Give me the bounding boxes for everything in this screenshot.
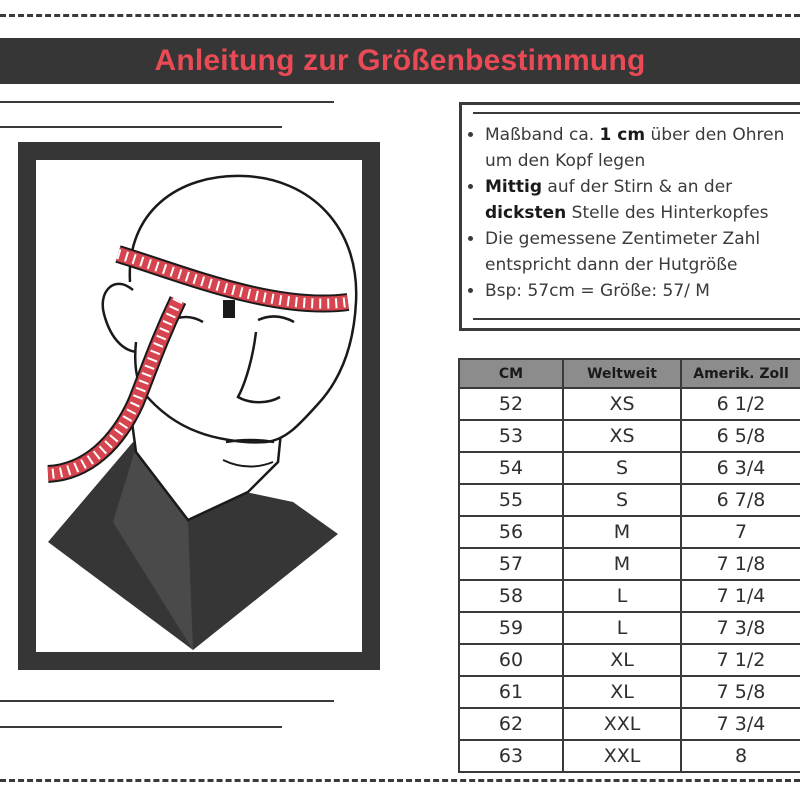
cell-cm: 62: [459, 708, 563, 740]
cell-cm: 56: [459, 516, 563, 548]
head-with-tape-icon: [18, 142, 380, 670]
table-row: [459, 644, 800, 676]
cell-zoll: 7 3/4: [681, 708, 800, 740]
head-measurement-illustration: [18, 142, 380, 670]
instruction-item: • Die gemessene Zentimeter Zahl entspricht dann der Hutgröße: [485, 226, 800, 278]
table-row: [459, 452, 800, 484]
decor-line: [0, 101, 334, 103]
instructions-bottom-rule-thin: [473, 318, 800, 320]
cell-weltweit: XL: [563, 676, 681, 708]
cell-zoll: 7 1/8: [681, 548, 800, 580]
instructions-top-rule-thin: [473, 112, 800, 114]
column-header-amerik-zoll: Amerik. Zoll: [681, 359, 800, 388]
cell-weltweit: XXL: [563, 740, 681, 772]
cell-cm: 58: [459, 580, 563, 612]
cell-weltweit: S: [563, 452, 681, 484]
instruction-list: [467, 122, 800, 304]
table-row: [459, 612, 800, 644]
cell-zoll: 6 1/2: [681, 388, 800, 420]
cell-cm: 57: [459, 548, 563, 580]
cell-zoll: 7 3/8: [681, 612, 800, 644]
cell-cm: 61: [459, 676, 563, 708]
cell-cm: 52: [459, 388, 563, 420]
cell-zoll: 7 5/8: [681, 676, 800, 708]
decor-line: [0, 126, 282, 128]
title-bar: [0, 38, 800, 84]
cell-weltweit: M: [563, 516, 681, 548]
decor-line: [0, 726, 282, 728]
instructions-bottom-rule: [459, 328, 800, 331]
cell-weltweit: XXL: [563, 708, 681, 740]
cell-zoll: 6 3/4: [681, 452, 800, 484]
cell-zoll: 7: [681, 516, 800, 548]
cell-zoll: 7 1/4: [681, 580, 800, 612]
table-row: [459, 516, 800, 548]
column-header-cm: CM: [459, 359, 563, 388]
cell-zoll: 6 7/8: [681, 484, 800, 516]
table-row: [459, 676, 800, 708]
table-row: [459, 740, 800, 772]
cell-cm: 59: [459, 612, 563, 644]
cell-cm: 63: [459, 740, 563, 772]
cell-zoll: 8: [681, 740, 800, 772]
decor-line: [0, 700, 334, 702]
cell-weltweit: L: [563, 580, 681, 612]
size-table: [458, 358, 800, 773]
cell-weltweit: M: [563, 548, 681, 580]
table-row: [459, 388, 800, 420]
instructions-top-rule: [459, 102, 800, 105]
bottom-dashed-divider: [0, 779, 800, 782]
cell-weltweit: XL: [563, 644, 681, 676]
instruction-item: • Mittig auf der Stirn & an der dicksten Stelle des Hinterkopfes: [485, 174, 800, 226]
cell-cm: 60: [459, 644, 563, 676]
instructions-side-bar: [459, 102, 462, 330]
table-row: [459, 548, 800, 580]
table-row: [459, 708, 800, 740]
table-row: [459, 420, 800, 452]
instruction-item: • Bsp: 57cm = Größe: 57/ M: [485, 278, 800, 304]
cell-cm: 53: [459, 420, 563, 452]
size-table-header: [459, 359, 800, 388]
instructions-panel: [459, 102, 800, 328]
cell-weltweit: XS: [563, 388, 681, 420]
top-dashed-divider: [0, 14, 800, 17]
table-row: [459, 580, 800, 612]
cell-cm: 54: [459, 452, 563, 484]
cell-zoll: 7 1/2: [681, 644, 800, 676]
cell-weltweit: XS: [563, 420, 681, 452]
column-header-weltweit: Weltweit: [563, 359, 681, 388]
instruction-item: • Maßband ca. 1 cm über den Ohren um den Kopf legen: [485, 122, 800, 174]
table-row: [459, 484, 800, 516]
page-title: Anleitung zur Größenbestimmung: [154, 44, 646, 77]
cell-weltweit: L: [563, 612, 681, 644]
cell-zoll: 6 5/8: [681, 420, 800, 452]
cell-weltweit: S: [563, 484, 681, 516]
cell-cm: 55: [459, 484, 563, 516]
